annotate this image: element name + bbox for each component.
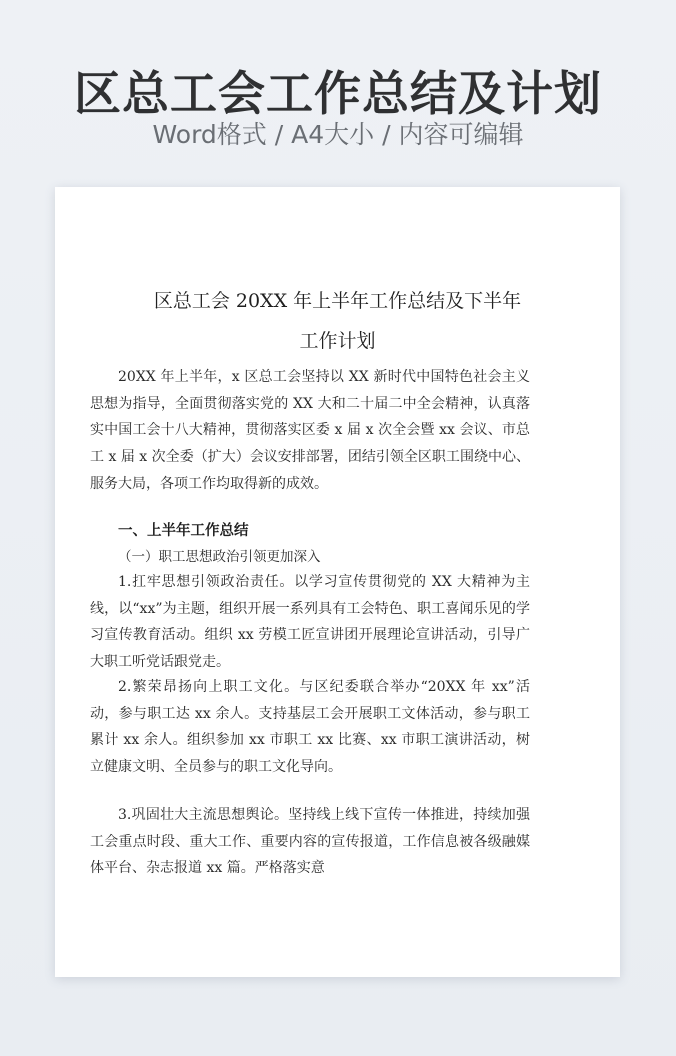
document-title-line-2: 工作计划 xyxy=(299,330,376,352)
item-paragraph-2: 2.繁荣昂扬向上职工文化。与区纪委联合举办“20XX 年 xx”活动，参与职工达 xx 余人。支持基层工会开展职工文体活动，参与职工累计 xx 余人。组织参加 xx 市职工 xx 比赛、xx 市职工演讲活动，树立健康文明、全员参与的职工文化导向。 xyxy=(90,679,530,776)
item-paragraph-3: 3.巩固壮大主流思想舆论。坚持线上线下宣传一体推进，持续加强工会重点时段、重大工作、重要内容的宣传报道，工作信息被各级融媒体平台、杂志报道 xx 篇。严格落实意 xyxy=(90,807,530,877)
subsection-heading: （一）职工思想政治引领更加深入 xyxy=(118,549,321,565)
item-paragraph-1: 1.扛牢思想引领政治责任。以学习宣传贯彻党的 XX 大精神为主线，以“xx”为主题，组织开展一系列具有工会特色、职工喜闻乐见的学习宣传教育活动。组织 xx 劳模工匠宣讲团开展理论宣讲活动，引导广大职工听党话跟党走。 xyxy=(90,574,530,671)
banner-subtitle: Word格式 / A4大小 / 内容可编辑 xyxy=(152,120,524,149)
section-heading: 一、上半年工作总结 xyxy=(118,523,249,539)
banner xyxy=(0,0,676,180)
document-title-line-1: 区总工会 20XX 年上半年工作总结及下半年 xyxy=(153,290,522,312)
intro-paragraph: 20XX 年上半年，x 区总工会坚持以 XX 新时代中国特色社会主义思想为指导，全面贯彻落实党的 XX 大和二十届二中全会精神，认真落实中国工会十八大精神，贯彻落实区委 x 届 x 次全会暨 xx 会议、市总工 x 届 x 次全委（扩大）会议安排部署，团结引领全区职工围绕中心、服务大局，各项工作均取得新的成效。 xyxy=(90,369,530,492)
banner-title: 区总工会工作总结及计划 xyxy=(74,67,602,122)
